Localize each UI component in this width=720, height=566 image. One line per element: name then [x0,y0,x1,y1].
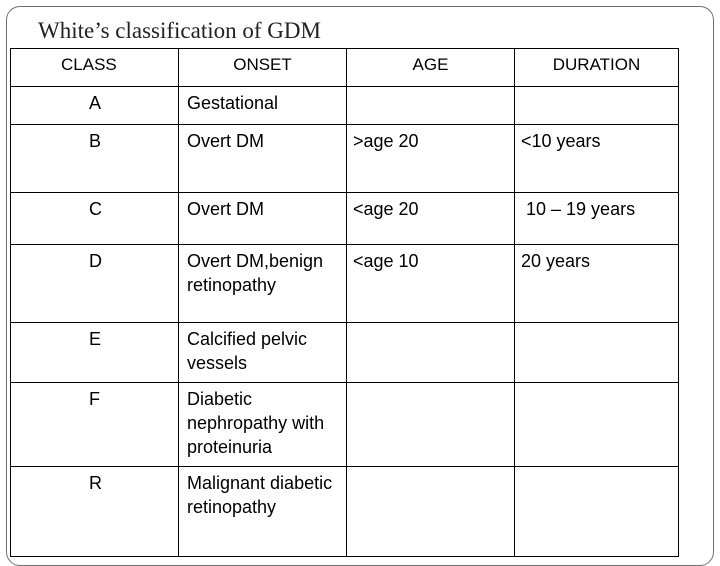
cell-class: D [11,245,179,323]
cell-onset: Malignant diabetic retinopathy [179,467,347,557]
cell-duration [515,383,679,467]
cell-age [347,87,515,125]
cell-duration: 20 years [515,245,679,323]
slide-title: White’s classification of GDM [38,18,321,43]
cell-onset: Calcified pelvic vessels [179,323,347,383]
table-row [11,245,679,323]
table-row [11,87,679,125]
cell-onset: Diabetic nephropathy with proteinuria [179,383,347,467]
cell-onset: Overt DM,benign retinopathy [179,245,347,323]
cell-class: E [11,323,179,383]
table-row [11,467,679,557]
cell-age [347,467,515,557]
cell-onset: Overt DM [179,125,347,193]
cell-age: >age 20 [347,125,515,193]
table-row [11,125,679,193]
gdm-classification-table [10,48,679,557]
cell-duration [515,467,679,557]
header-onset: ONSET [179,49,347,87]
cell-age: <age 20 [347,193,515,245]
cell-age: <age 10 [347,245,515,323]
cell-class: R [11,467,179,557]
cell-class: C [11,193,179,245]
header-duration: DURATION [515,49,679,87]
table-row [11,383,679,467]
cell-onset: Gestational [179,87,347,125]
table-row [11,323,679,383]
cell-duration [515,323,679,383]
table-header-row [11,49,679,87]
cell-duration: 10 – 19 years [515,193,679,245]
cell-class: F [11,383,179,467]
table-row [11,193,679,245]
header-class: CLASS [11,49,179,87]
cell-class: B [11,125,179,193]
cell-onset: Overt DM [179,193,347,245]
cell-duration: <10 years [515,125,679,193]
header-age: AGE [347,49,515,87]
cell-duration [515,87,679,125]
cell-age [347,383,515,467]
cell-class: A [11,87,179,125]
cell-age [347,323,515,383]
